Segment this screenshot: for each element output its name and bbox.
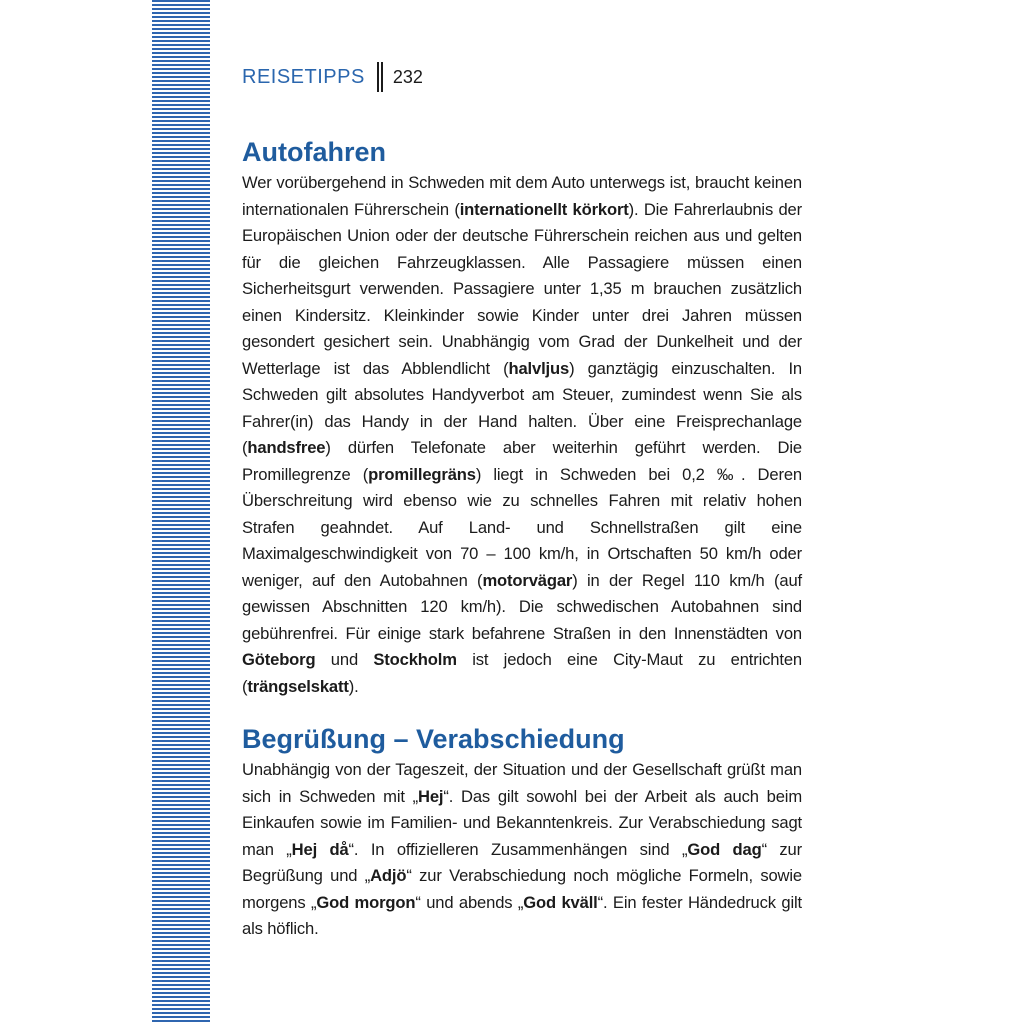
- text-run: “ und abends „: [415, 892, 524, 912]
- section-autofahren: [242, 134, 802, 700]
- section-body: [242, 170, 802, 700]
- bold-term: handsfree: [247, 438, 326, 457]
- bold-term: God morgon: [316, 892, 416, 912]
- section-label: REISETIPPS: [242, 65, 365, 88]
- text-run: und: [315, 650, 374, 669]
- bold-term: halvljus: [508, 358, 570, 378]
- text-run: ). Die Fahrerlaubnis der Europäischen Union oder der deutsche Führerschein reichen aus und gelten für die gleichen Fahrzeugklassen. Alle Passagiere müssen einen Sicherheitsgurt verwenden. Passagiere unter 1,35 m brauchen zusätzlich einen Kindersitz. Kleinkinder sowie Kinder unter drei Jahren müssen gesondert gesichert sein. Unabhängig vom Grad der Dunkelheit und der Wetterlage ist das Abblendlicht (: [242, 199, 802, 378]
- section-title: Autofahren: [242, 137, 386, 167]
- bold-term: God dag: [687, 839, 762, 859]
- page-header: [242, 60, 423, 94]
- text-run: ist jedoch eine City-Maut zu entrichten (: [242, 650, 802, 696]
- header-divider: [377, 62, 383, 92]
- text-run: “. Das gilt sowohl bei der Arbeit als auch beim Einkaufen sowie im Familien- und Bekanntenkreis. Zur Verabschiedung sagt man „: [242, 786, 802, 859]
- bold-term: trängselskatt: [247, 676, 349, 696]
- text-run: ) in der Regel 110 km/h (auf gewissen Abschnitten 120 km/h). Die schwedischen Autobahnen sind gebührenfrei. Für einige stark befahrene Straßen in den Innenstädten von: [242, 570, 802, 643]
- section-body: [242, 757, 802, 943]
- decorative-stripe-border: [152, 0, 210, 1024]
- text-run: ).: [348, 676, 359, 696]
- bold-term: Hej: [418, 786, 444, 806]
- bold-term: Adjö: [370, 866, 407, 885]
- section-begruessung: [242, 721, 802, 943]
- text-run: ) liegt in Schweden bei 0,2 ‰. Deren Überschreitung wird ebenso wie zu schnelles Fahren mit relativ hohen Strafen geahndet. Auf Land- und Schnellstraßen gilt eine Maximalgeschwindigkeit von 70 – 100 km/h, in Ortschaften 50 km/h oder weniger, auf den Autobahnen (: [242, 464, 802, 590]
- text-run: ) ganztägig einzuschalten. In Schweden gilt absolutes Handyverbot am Steuer, zumindest wenn Sie als Fahrer(in) das Handy in der Hand halten. Über eine Freisprechanlage (: [242, 358, 802, 457]
- bold-term: internationellt körkort: [459, 199, 629, 219]
- text-run: “ zur Begrüßung und „: [242, 839, 802, 885]
- page-number: 232: [392, 66, 423, 87]
- text-run: “. In offizielleren Zusammenhängen sind „: [348, 839, 688, 859]
- page-content: [242, 134, 802, 943]
- bold-term: Hej då: [291, 839, 349, 859]
- bold-term: promillegräns: [368, 464, 476, 484]
- section-title: Begrüßung – Verabschiedung: [242, 724, 625, 754]
- text-run: “. Ein fester Händedruck gilt als höflich.: [242, 892, 802, 938]
- text-run: Unabhängig von der Tageszeit, der Situation und der Gesellschaft grüßt man sich in Schweden mit „: [242, 760, 802, 806]
- bold-term: God kväll: [523, 892, 598, 912]
- bold-term: motorvägar: [482, 570, 573, 590]
- bold-term: Göteborg: [242, 650, 316, 669]
- bold-term: Stockholm: [373, 650, 457, 669]
- text-run: Wer vorübergehend in Schweden mit dem Auto unterwegs ist, braucht keinen internationalen Führerschein (: [242, 173, 802, 219]
- text-run: “ zur Verabschiedung noch mögliche Formeln, sowie morgens „: [242, 866, 802, 912]
- text-run: ) dürfen Telefonate aber weiterhin geführt werden. Die Promillegrenze (: [242, 438, 802, 484]
